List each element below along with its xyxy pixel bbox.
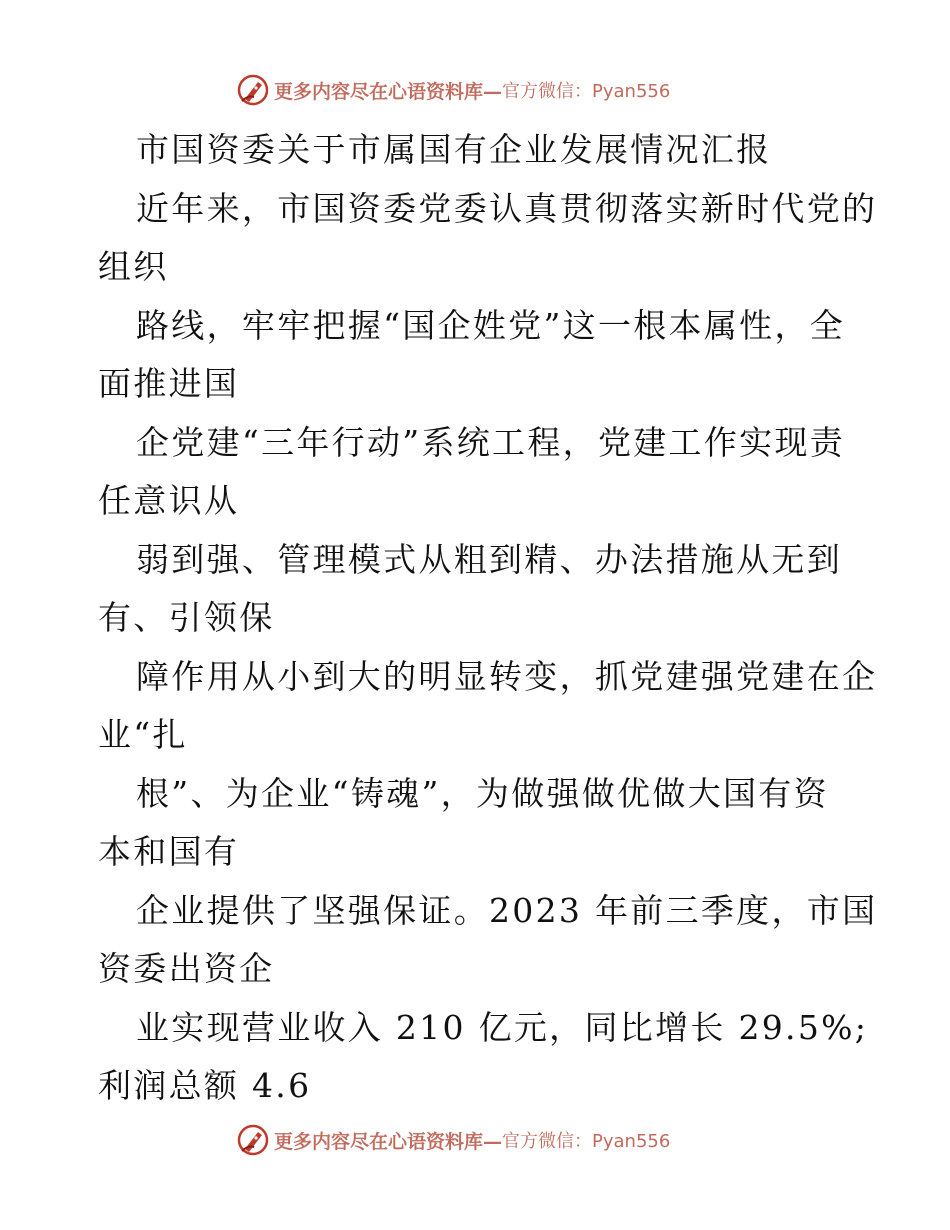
paragraph-line: 业“扎 — [98, 715, 188, 754]
paragraph-line: 利润总额 4.6 — [98, 1066, 312, 1105]
banner-slogan: 更多内容尽在心语资料库— — [274, 1130, 503, 1153]
banner-slogan: 更多内容尽在心语资料库— — [274, 80, 503, 103]
paragraph-line: 路线，牢牢把握“国企姓党”这一根本属性，全 — [136, 305, 846, 345]
paragraph-line: 弱到强、管理模式从粗到精、办法措施从无到 — [136, 539, 842, 579]
paragraph-line: 本和国有 — [98, 832, 240, 871]
paragraph-line: 企业提供了坚强保证。2023 年前三季度，市国 — [136, 890, 878, 930]
paragraph-line: 企党建“三年行动”系统工程，党建工作实现责 — [136, 422, 846, 462]
header-banner — [236, 72, 670, 108]
paragraph-line: 任意识从 — [98, 481, 240, 520]
paragraph-line: 组织 — [98, 247, 169, 286]
pen-logo-icon — [236, 73, 270, 107]
paragraph-line: 资委出资企 — [98, 949, 275, 988]
footer-banner — [236, 1122, 670, 1158]
banner-contact: 官方微信：Pyan556 — [502, 1131, 671, 1152]
banner-contact: 官方微信：Pyan556 — [502, 81, 671, 102]
paragraph-line: 根”、为企业“铸魂”，为做强做优做大国有资 — [136, 773, 829, 813]
paragraph-line: 面推进国 — [98, 364, 240, 403]
document-body — [98, 121, 878, 1116]
paragraph-line: 近年来，市国资委党委认真贯彻落实新时代党的 — [136, 188, 878, 228]
document-title-line: 市国资委关于市属国有企业发展情况汇报 — [136, 130, 772, 169]
paragraph-line: 业实现营业收入 210 亿元，同比增长 29.5%; — [136, 1007, 869, 1047]
pen-logo-icon — [236, 1123, 270, 1157]
paragraph-line: 有、引领保 — [98, 598, 275, 637]
paragraph-line: 障作用从小到大的明显转变，抓党建强党建在企 — [136, 656, 878, 696]
